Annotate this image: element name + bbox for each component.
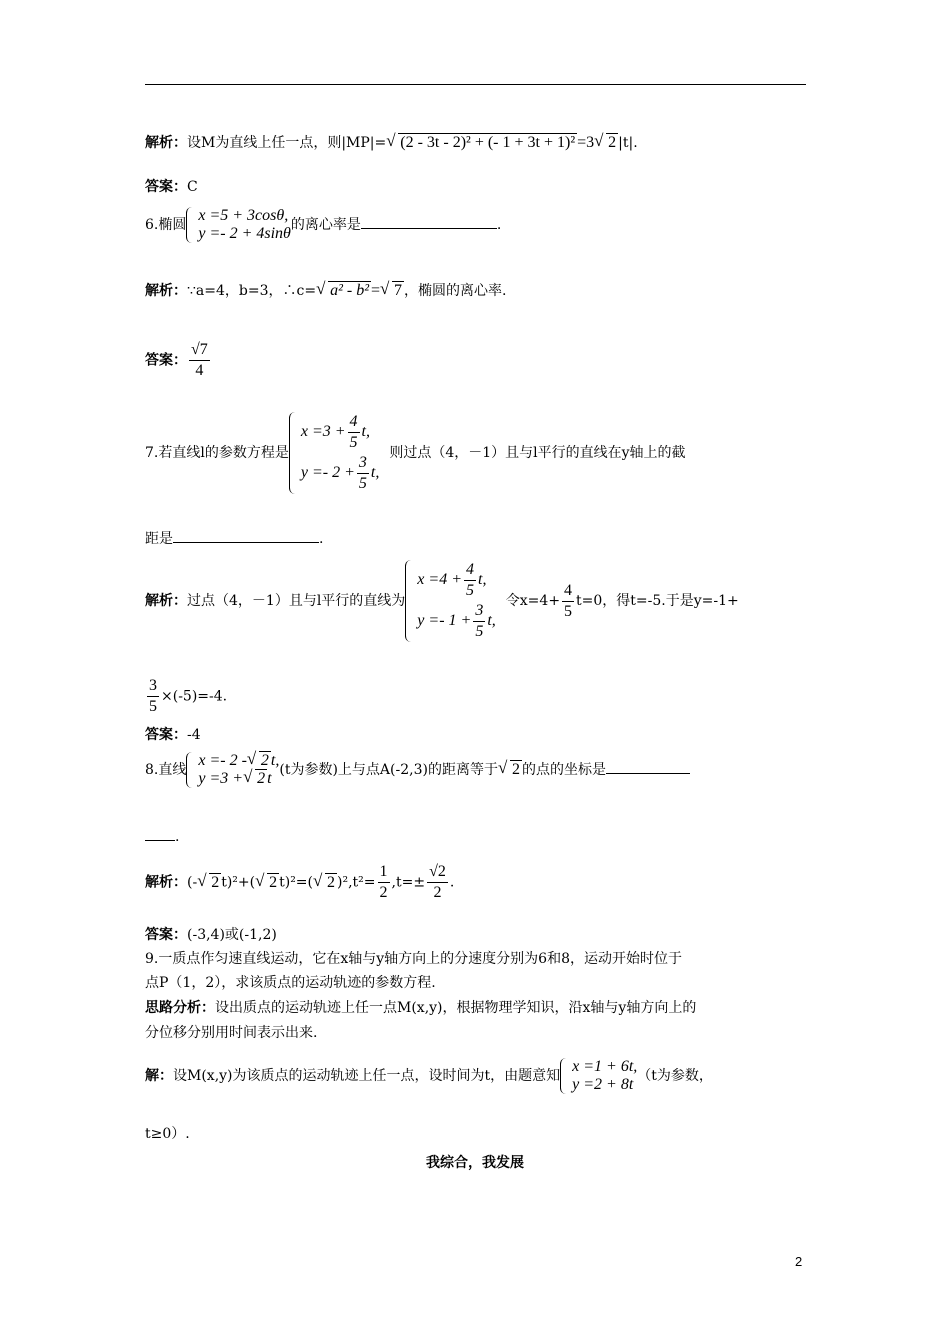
section-heading: 我综合，我发展 (426, 1155, 524, 1171)
page-number: 2 (795, 1254, 803, 1269)
blank (606, 759, 690, 774)
question-6: 6.椭圆 x =5 + 3cosθ, y =- 2 + 4sinθ 的离心率是 . (145, 207, 502, 242)
equation-system: x =3 + $\frac{4}{5}$ t, y =- 2 + $\frac{3}{5}$ t, (289, 412, 379, 494)
question-9-line2: 点P（1，2），求该质点的运动轨迹的参数方程. (145, 975, 436, 991)
analysis-7: 解析：过点（4，－1）且与l平行的直线为 x =4 + $\frac{4}{5}$ t, y =- 1 + $\frac{3}{5}$ t, 令x=4+ $\frac{4}{5}$ t=0，得t=-5.于是y=-1+ (145, 561, 739, 640)
equation-system: x =4 + $\frac{4}{5}$ t, y =- 1 + $\frac{3}{5}$ t, (405, 560, 495, 642)
analysis-8: 解析：(-√ 2 t)²+(√ 2 t)²=(√ 2 )²,t²= $\frac{1}{2}$ ,t=± $\frac{√2}{2}$ . (145, 862, 454, 903)
equation-system: x =5 + 3cosθ, y =- 2 + 4sinθ (186, 207, 291, 243)
solution-9: 解：设M(x,y)为该质点的运动轨迹上任一点，设时间为t，由题意知 x =1 + 6t, y =2 + 8t （t为参数， (145, 1058, 713, 1093)
analysis-7-cont: $\frac{3}{5}$ ×(-5)=-4. (149, 677, 228, 715)
blank (361, 214, 497, 229)
equation-system: x =- 2 -√ 2 t, y =3 +√ 2 t (186, 752, 279, 788)
analysis-6: 解析：∵a=4，b=3，∴c=√ a² - b² =√ 7 ，椭圆的离心率. (145, 282, 506, 300)
solution-9-cont: t≥0）. (145, 1126, 190, 1142)
fraction: $\frac{√7}{4}$ (191, 341, 208, 379)
answer-8: 答案：(-3,4)或(-1,2) (145, 927, 277, 943)
question-7-cont: 距是 . (145, 528, 323, 548)
question-7: 7.若直线l的参数方程是 x =3 + $\frac{4}{5}$ t, y =- 2 + $\frac{3}{5}$ t, 则过点（4，－1）且与l平行的直线在y轴上的截 (145, 413, 686, 492)
blank (173, 528, 319, 543)
analysis-5: 解析：设M为直线上任一点，则|MP|=√ (2 - 3t - 2)² + (- 1 + 3t + 1)² =3√ 2 |t|. (145, 134, 638, 152)
question-8-cont: . (145, 826, 179, 846)
question-8: 8.直线 x =- 2 -√ 2 t, y =3 +√ 2 t (t为参数)上与点A(-2,3)的距离等于√ 2 的点的坐标是 (145, 752, 690, 788)
answer-7: 答案：-4 (145, 727, 201, 743)
blank (145, 826, 175, 841)
question-9-line1: 9.一质点作匀速直线运动，它在x轴与y轴方向上的分速度分别为6和8，运动开始时位于 (145, 951, 682, 967)
header-rule (145, 84, 806, 85)
approach-9-line2: 分位移分别用时间表示出来. (145, 1025, 318, 1041)
equation-system: x =1 + 6t, y =2 + 8t (560, 1058, 637, 1094)
answer-6: 答案： $\frac{√7}{4}$ (145, 341, 208, 379)
sqrt-expression: √ (2 - 3t - 2)² + (- 1 + 3t + 1)² (386, 134, 577, 152)
answer-5: 答案：C (145, 179, 198, 195)
approach-9-line1: 思路分析：设出质点的运动轨迹上任一点M(x,y)，根据物理学知识，沿x轴与y轴方向上的 (145, 1000, 697, 1016)
